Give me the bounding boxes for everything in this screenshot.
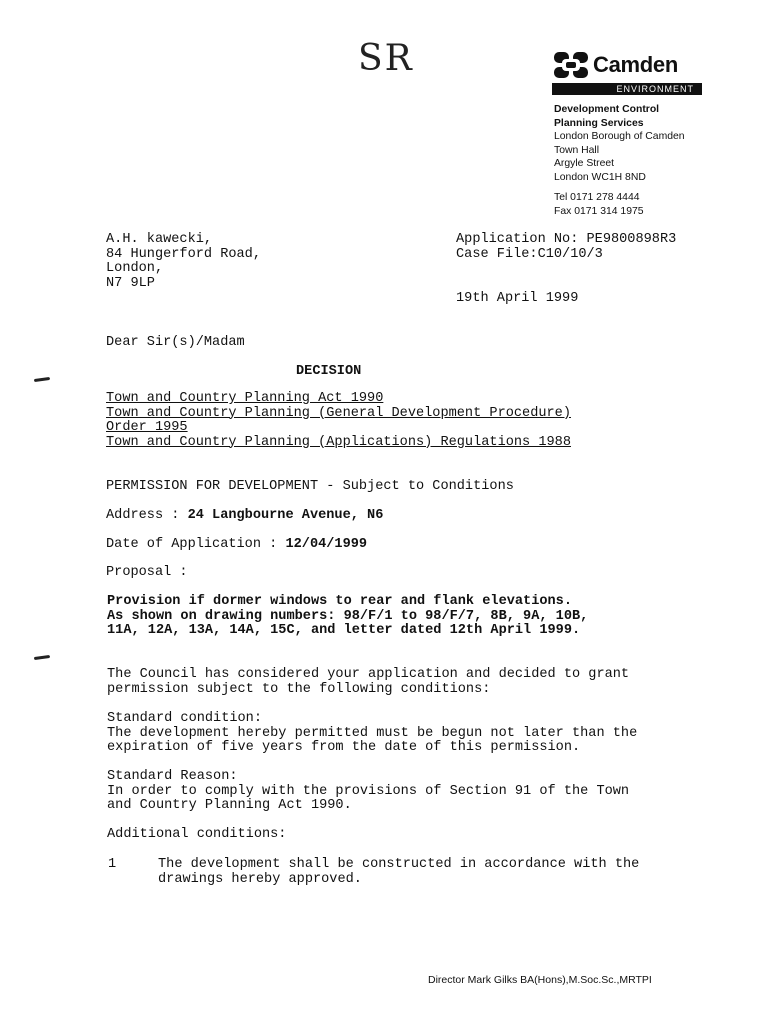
legislation-item: Town and Country Planning (Applications) Regulations 1988: [106, 434, 571, 450]
recipient-name: A.H. kawecki,: [106, 232, 213, 247]
logo-wordmark: Camden: [593, 52, 678, 77]
council-line: permission subject to the following conditions:: [107, 681, 491, 697]
service-name: Planning Services: [554, 117, 644, 129]
proposal-line: 11A, 12A, 13A, 14A, 15C, and letter dated 12th April 1999.: [107, 623, 581, 638]
city-postcode: London WC1H 8ND: [554, 171, 646, 183]
case-file: Case File:C10/10/3: [456, 246, 603, 262]
salutation: Dear Sir(s)/Madam: [106, 335, 245, 350]
site-address: [106, 509, 383, 524]
organisation-name: London Borough of Camden: [554, 131, 685, 142]
proposal-label: Proposal :: [106, 565, 188, 580]
legislation-item: Town and Country Planning Act 1990: [106, 391, 384, 406]
condition-line: drawings hereby approved.: [158, 871, 362, 887]
proposal-line: As shown on drawing numbers: 98/F/1 to 98/F/7, 8B, 9A, 10B,: [107, 608, 589, 624]
director-footer: Director Mark Gilks BA(Hons),M.Soc.Sc.,MRTPI: [428, 974, 652, 986]
council-decision-text: [107, 668, 629, 697]
standard-reason-heading: Standard Reason:: [107, 769, 238, 784]
standard-reason: [107, 770, 629, 814]
application-date: [106, 538, 367, 553]
street-name: Argyle Street: [554, 158, 615, 169]
building-name: Town Hall: [554, 144, 600, 156]
additional-conditions-heading: Additional conditions:: [107, 827, 287, 842]
margin-punch-mark: [34, 377, 50, 382]
letter-date: 19th April 1999: [456, 291, 579, 306]
standard-condition-line: The development hereby permitted must be begun not later than the: [107, 725, 638, 741]
recipient-address: [106, 233, 261, 291]
proposal-description: [107, 595, 588, 639]
legislation-item: Town and Country Planning (General Development Procedure): [106, 405, 571, 421]
proposal-line: Provision if dormer windows to rear and flank elevations.: [107, 594, 572, 609]
margin-punch-mark: [34, 655, 50, 660]
application-date-value: 12/04/1999: [285, 537, 368, 552]
standard-condition-heading: Standard condition:: [107, 711, 262, 726]
application-date-label: Date of Application :: [106, 537, 286, 552]
decision-heading: DECISION: [296, 364, 362, 379]
camden-logo: [552, 50, 704, 95]
application-details: [456, 233, 676, 262]
address-label: Address :: [106, 508, 188, 523]
recipient-street: 84 Hungerford Road,: [106, 246, 261, 262]
standard-condition-line: expiration of five years from the date of this permission.: [107, 740, 581, 755]
standard-reason-line: and Country Planning Act 1990.: [107, 798, 352, 813]
standard-reason-line: In order to comply with the provisions of Section 91 of the Town: [107, 783, 630, 799]
recipient-city: London,: [106, 261, 164, 276]
legislation-item: Order 1995: [106, 420, 188, 435]
legislation-list: [106, 392, 571, 450]
permission-statement: PERMISSION FOR DEVELOPMENT - Subject to Conditions: [106, 479, 514, 494]
telephone: Tel 0171 278 4444: [554, 192, 640, 203]
recipient-postcode: N7 9LP: [106, 275, 155, 291]
fax: Fax 0171 314 1975: [554, 205, 644, 217]
application-number: Application No: PE9800898R3: [456, 232, 677, 247]
camden-logo-icon: [552, 50, 590, 80]
standard-condition: [107, 712, 637, 756]
handwritten-initials: SR: [358, 38, 414, 79]
department-name: Development Control: [554, 104, 660, 115]
condition-text: [158, 858, 639, 887]
condition-number: 1: [108, 857, 117, 872]
council-line: The Council has considered your application and decided to grant: [107, 667, 630, 682]
condition-line: The development shall be constructed in accordance with the: [158, 857, 640, 872]
council-address-block: [554, 103, 685, 218]
logo-department-bar: ENVIRONMENT: [552, 83, 702, 95]
address-value: 24 Langbourne Avenue, N6: [187, 508, 384, 523]
